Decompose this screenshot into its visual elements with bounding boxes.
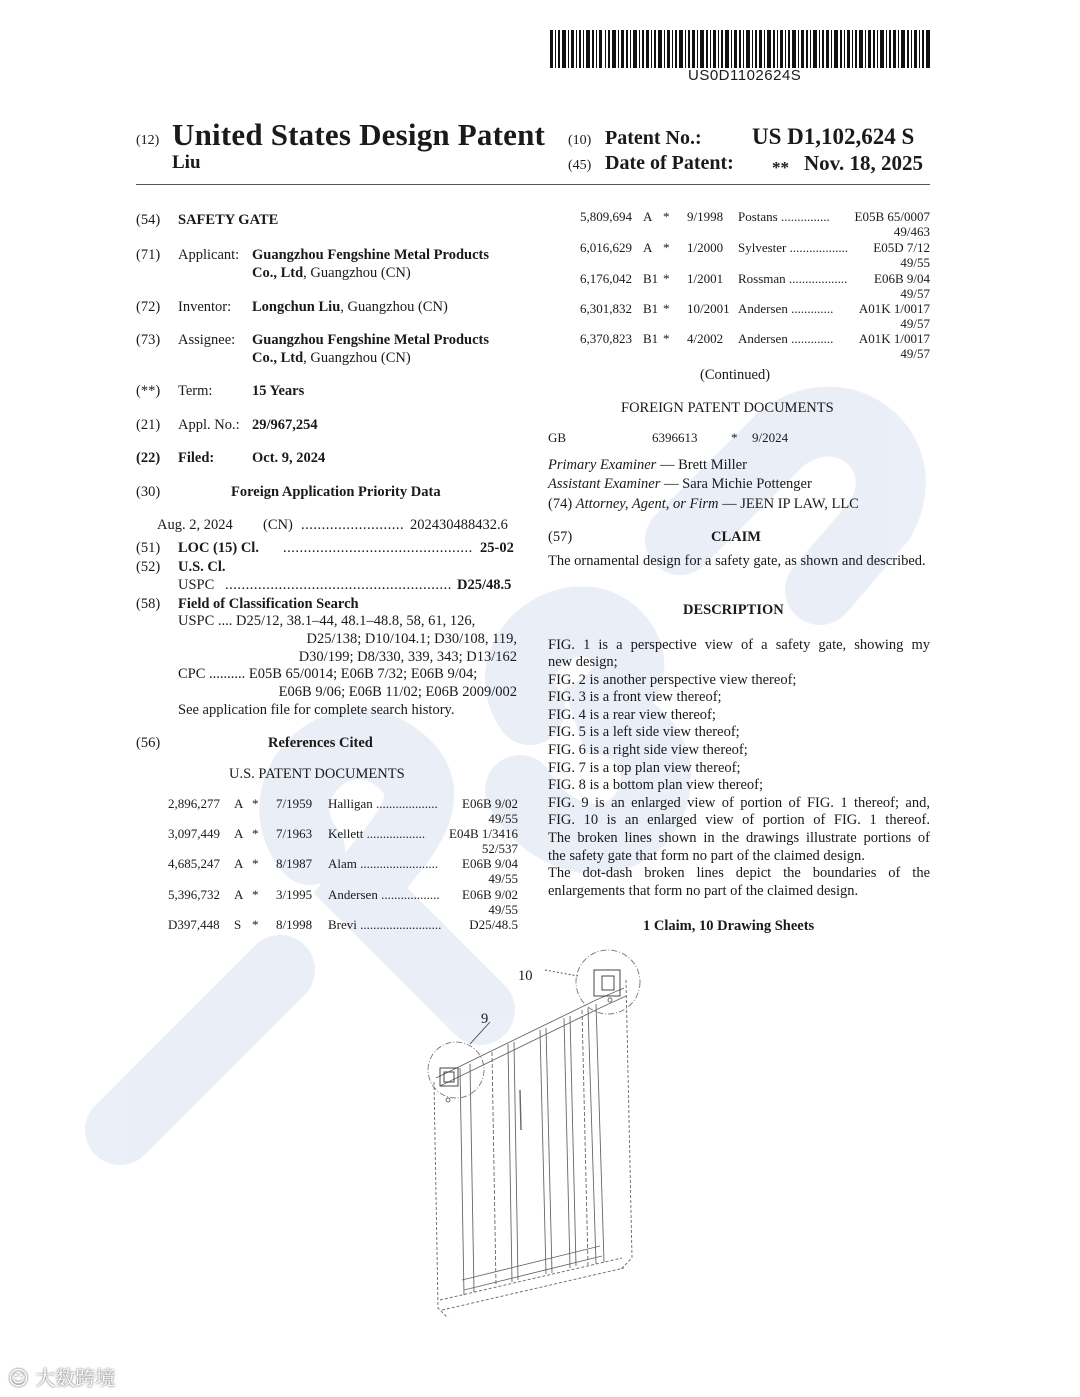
- filed-code: (22): [136, 450, 161, 466]
- description-line: the safety gate that form no part of the claimed design.: [548, 848, 865, 864]
- description-line: The dot-dash broken lines depict the boundaries of the: [548, 865, 930, 881]
- field-cpc-line-1: CPC .......... E05B 65/0014; E06B 7/32; E06B 9/04;: [178, 666, 478, 682]
- ref-kind: A: [234, 856, 244, 871]
- field-uspc-line-1: USPC .... D25/12, 38.1–44, 48.1–48.8, 58, 61, 126,: [178, 613, 476, 629]
- ref-kind: A: [643, 240, 653, 255]
- ref-star: *: [663, 301, 670, 316]
- ref-number: D397,448: [168, 917, 220, 932]
- ref-star: *: [252, 856, 259, 871]
- applicant-name-2: Co., Ltd: [252, 265, 304, 281]
- description-line: FIG. 5 is a left side view thereof;: [548, 724, 740, 740]
- loc-code: (51): [136, 540, 161, 556]
- appl-code: (21): [136, 417, 161, 433]
- description-line: FIG. 7 is a top plan view thereof;: [548, 760, 741, 776]
- ref-name: Alam ........................: [328, 856, 439, 871]
- reference-row: [580, 271, 930, 301]
- applicant-label: Applicant:: [178, 247, 240, 263]
- patent-number: US D1,102,624 S: [752, 124, 915, 149]
- ref-class: A01K 1/0017: [858, 301, 930, 316]
- applicant-name-1: Guangzhou Fengshine Metal Products: [252, 247, 489, 263]
- assignee-label: Assignee:: [178, 332, 236, 348]
- uspc-dots: .......................................................: [225, 577, 452, 593]
- ref-subclass: 49/55: [900, 255, 930, 270]
- ref-star: *: [252, 796, 259, 811]
- ref-date: 8/1987: [276, 856, 313, 871]
- drawing-label-10: 10: [518, 968, 533, 984]
- barcode-graphic: [550, 30, 930, 68]
- assignee-city: , Guangzhou (CN): [303, 350, 411, 366]
- ref-kind: A: [643, 209, 653, 224]
- ref-class: E04B 1/3416: [449, 826, 518, 841]
- uscl-code: (52): [136, 559, 161, 575]
- footer-logo-text: 大数跨境: [35, 1366, 116, 1390]
- priority-number: 202430488432.6: [410, 517, 508, 533]
- ref-date: 1/2001: [687, 271, 724, 286]
- ref-date: 8/1998: [276, 917, 313, 932]
- refs-code: (56): [136, 735, 161, 751]
- loc-value: 25-02: [480, 540, 514, 556]
- safety-gate-drawing: [400, 940, 680, 1340]
- description-line: enlargements that form no part of the claimed design.: [548, 883, 859, 899]
- ref-number: 4,685,247: [168, 856, 220, 871]
- reference-row: [168, 917, 518, 933]
- ref-subclass: 49/57: [900, 286, 930, 301]
- applicant-code: (71): [136, 247, 161, 263]
- ref-date: 7/1959: [276, 796, 313, 811]
- ref-number: 5,809,694: [580, 209, 632, 224]
- description-line: FIG. 6 is a right side view thereof;: [548, 742, 748, 758]
- reference-row: [580, 331, 930, 361]
- ref-star: *: [252, 917, 259, 932]
- ref-date: 1/2000: [687, 240, 724, 255]
- logo-icon: ☺: [8, 1366, 29, 1390]
- loc-dots: ..............................................: [283, 540, 473, 556]
- ref-star: *: [252, 887, 259, 902]
- reference-row: [168, 796, 518, 826]
- assignee-line-2: [252, 349, 411, 367]
- field-label: Field of Classification Search: [178, 596, 359, 612]
- reference-row: [580, 301, 930, 331]
- ref-date: 4/2002: [687, 331, 724, 346]
- priority-date: Aug. 2, 2024: [157, 517, 233, 533]
- description-line: new design;: [548, 654, 618, 670]
- loc-label: LOC (15) Cl.: [178, 540, 259, 556]
- field-cpc-line-2: E06B 9/06; E06B 11/02; E06B 2009/002: [278, 684, 517, 700]
- inventor-code: (72): [136, 299, 161, 315]
- appl-number: 29/967,254: [252, 417, 318, 433]
- field-code: (58): [136, 596, 161, 612]
- claim-code: (57): [548, 529, 573, 545]
- continued-note: (Continued): [700, 367, 771, 383]
- priority-label: Foreign Application Priority Data: [231, 484, 441, 500]
- ref-class: E05D 7/12: [873, 240, 930, 255]
- drawing-label-9: 9: [481, 1011, 489, 1027]
- barcode-number: US0D1102624S: [688, 67, 802, 84]
- attorney-code: (74): [548, 496, 573, 512]
- ref-number: 5,396,732: [168, 887, 220, 902]
- description-line: FIG. 9 is an enlarged view of portion of FIG. 1 thereof; and,: [548, 795, 930, 811]
- date-label: Date of Patent:: [605, 152, 734, 174]
- ref-star: *: [252, 826, 259, 841]
- ref-subclass: 49/57: [900, 346, 930, 361]
- reference-row: [580, 209, 930, 239]
- assignee-name-1: Guangzhou Fengshine Metal Products: [252, 332, 489, 348]
- field-note: See application file for complete search history.: [178, 702, 455, 718]
- ref-subclass: 52/537: [481, 841, 518, 856]
- patent-date: Nov. 18, 2025: [804, 151, 924, 175]
- ref-number: 6,176,042: [580, 271, 632, 286]
- uspc-value: D25/48.5: [457, 577, 512, 593]
- uspc-label: USPC: [178, 577, 215, 593]
- ref-class: E06B 9/02: [462, 796, 518, 811]
- uscl-label: U.S. Cl.: [178, 559, 226, 575]
- refs-label: References Cited: [268, 735, 373, 751]
- assignee-name-2: Co., Ltd: [252, 350, 304, 366]
- inventor-line: [252, 298, 448, 316]
- description-line: FIG. 4 is a rear view thereof;: [548, 707, 716, 723]
- priority-code: (30): [136, 484, 161, 500]
- foreign-star: *: [731, 430, 738, 445]
- ref-date: 9/1998: [687, 209, 724, 224]
- assignee-code: (73): [136, 332, 161, 348]
- assistant-examiner-label: Assistant Examiner: [548, 476, 661, 492]
- ref-star: *: [663, 271, 670, 286]
- filed-label: Filed:: [178, 450, 215, 466]
- ref-name: Andersen ..................: [328, 887, 440, 902]
- ref-date: 7/1963: [276, 826, 313, 841]
- ref-number: 6,301,832: [580, 301, 632, 316]
- term-code: (**): [136, 383, 161, 399]
- attorney-name: — JEEN IP LAW, LLC: [718, 496, 859, 512]
- claims-sheets-count: 1 Claim, 10 Drawing Sheets: [643, 918, 815, 934]
- ref-name: Andersen .............: [738, 301, 834, 316]
- ref-class: E06B 9/02: [462, 887, 518, 902]
- inventor-name: Longchun Liu: [252, 299, 341, 315]
- ref-subclass: 49/55: [488, 811, 518, 826]
- design-title: SAFETY GATE: [178, 212, 279, 228]
- ref-name: Halligan ...................: [328, 796, 438, 811]
- description-line: FIG. 1 is a perspective view of a safety gate, showing my: [548, 637, 930, 653]
- ref-number: 6,370,823: [580, 331, 632, 346]
- ref-subclass: 49/463: [893, 224, 930, 239]
- reference-row: [168, 887, 518, 917]
- applicant-line-2: [252, 264, 411, 282]
- ref-star: *: [663, 331, 670, 346]
- field-uspc-line-2: D25/138; D10/104.1; D30/108, 119,: [306, 631, 517, 647]
- ref-kind: B1: [643, 271, 659, 286]
- date-code: (45): [568, 158, 592, 173]
- inventor-city: , Guangzhou (CN): [340, 299, 448, 315]
- header-divider: [136, 184, 930, 185]
- ref-kind: A: [234, 796, 244, 811]
- claim-heading: CLAIM: [711, 529, 761, 545]
- ref-number: 2,896,277: [168, 796, 220, 811]
- attorney-label: Attorney, Agent, or Firm: [575, 496, 719, 512]
- description-line: FIG. 3 is a front view thereof;: [548, 689, 722, 705]
- patent-no-label: Patent No.:: [605, 127, 702, 149]
- ref-subclass: 49/55: [488, 871, 518, 886]
- foreign-date: 9/2024: [752, 430, 789, 445]
- foreign-docs-label: FOREIGN PATENT DOCUMENTS: [621, 400, 834, 416]
- us-docs-label: U.S. PATENT DOCUMENTS: [229, 766, 405, 782]
- patent-title-heading: United States Design Patent: [172, 117, 546, 152]
- appl-label: Appl. No.:: [178, 417, 240, 433]
- inventor-label: Inventor:: [178, 299, 232, 315]
- primary-examiner-label: Primary Examiner: [548, 457, 657, 473]
- reference-row: [580, 240, 930, 270]
- ref-subclass: 49/55: [488, 902, 518, 917]
- reference-row: [168, 826, 518, 856]
- description-line: FIG. 8 is a bottom plan view thereof;: [548, 777, 764, 793]
- foreign-number: 6396613: [652, 430, 698, 445]
- attorney: [548, 495, 859, 513]
- priority-country: (CN): [263, 517, 293, 533]
- primary-examiner-name: — Brett Miller: [656, 457, 747, 473]
- assistant-examiner-name: — Sara Michie Pottenger: [660, 476, 812, 492]
- ref-kind: B1: [643, 331, 659, 346]
- ref-class: E05B 65/0007: [854, 209, 930, 224]
- ref-number: 3,097,449: [168, 826, 220, 841]
- description-line: FIG. 2 is another perspective view thereof;: [548, 672, 797, 688]
- ref-kind: A: [234, 826, 244, 841]
- claim-text: The ornamental design for a safety gate, as shown and described.: [548, 553, 926, 569]
- ref-star: *: [663, 240, 670, 255]
- ref-class: E06B 9/04: [462, 856, 518, 871]
- term-value: 15 Years: [252, 383, 305, 399]
- reference-row: [168, 856, 518, 886]
- primary-examiner: [548, 456, 747, 474]
- title-code: (54): [136, 212, 161, 228]
- ref-name: Sylvester ..................: [738, 240, 849, 255]
- ref-kind: B1: [643, 301, 659, 316]
- ref-class: D25/48.5: [469, 917, 518, 932]
- description-line: The broken lines shown in the drawings illustrate portions of: [548, 830, 930, 846]
- description-line: FIG. 10 is an enlarged view of portion of FIG. 1 thereof.: [548, 812, 930, 828]
- assistant-examiner: [548, 475, 812, 493]
- patent-no-code: (10): [568, 133, 592, 148]
- foreign-country: GB: [548, 430, 567, 445]
- kind-code: (12): [136, 133, 160, 148]
- ref-date: 3/1995: [276, 887, 313, 902]
- ref-name: Kellett ..................: [328, 826, 426, 841]
- ref-date: 10/2001: [687, 301, 730, 316]
- ref-name: Rossman ..................: [738, 271, 848, 286]
- ref-name: Andersen .............: [738, 331, 834, 346]
- ref-name: Brevi .........................: [328, 917, 442, 932]
- priority-dots: .........................: [301, 517, 405, 533]
- ref-kind: A: [234, 887, 244, 902]
- date-mark: **: [772, 158, 789, 177]
- term-label: Term:: [178, 383, 213, 399]
- ref-name: Postans ...............: [738, 209, 830, 224]
- ref-star: *: [663, 209, 670, 224]
- filed-date: Oct. 9, 2024: [252, 450, 326, 466]
- description-heading: DESCRIPTION: [683, 602, 784, 618]
- ref-subclass: 49/57: [900, 316, 930, 331]
- ref-number: 6,016,629: [580, 240, 632, 255]
- inventor-short-name: Liu: [172, 152, 201, 173]
- ref-kind: S: [234, 917, 242, 932]
- ref-class: A01K 1/0017: [858, 331, 930, 346]
- ref-class: E06B 9/04: [874, 271, 930, 286]
- applicant-city: , Guangzhou (CN): [303, 265, 411, 281]
- footer-logo: [8, 1362, 115, 1391]
- field-uspc-line-3: D30/199; D8/330, 339, 343; D13/162: [298, 649, 517, 665]
